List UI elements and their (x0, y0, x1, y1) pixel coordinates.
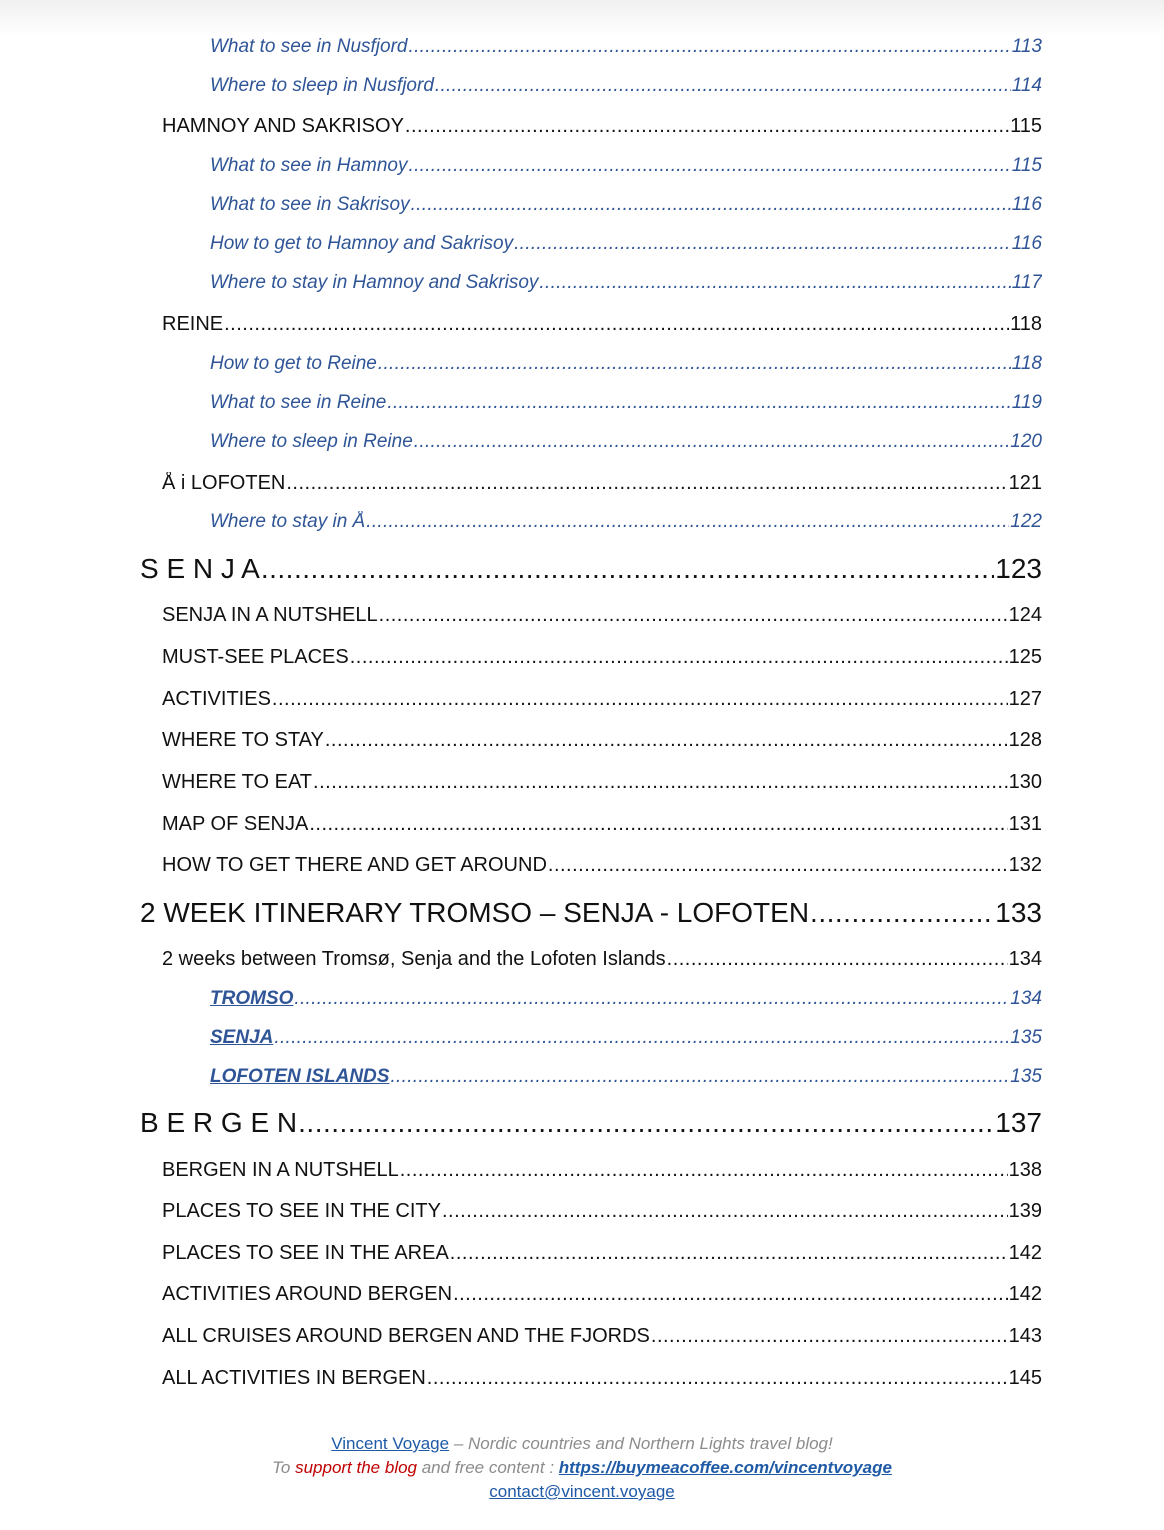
toc-entry-level-3[interactable] (210, 233, 1042, 255)
toc-dot-leader (325, 729, 1008, 752)
toc-entry-title: What to see in Hamnoy (210, 155, 408, 176)
toc-page-number: 142 (1008, 1242, 1042, 1264)
toc-entry-level-3[interactable] (210, 36, 1042, 58)
toc-entry-level-2[interactable] (162, 646, 1042, 669)
toc-dot-leader (313, 771, 1008, 794)
toc-dot-leader (286, 472, 1007, 495)
toc-entry-level-3[interactable] (210, 1066, 1042, 1088)
toc-dot-leader (667, 948, 1008, 971)
toc-entry-title: MAP OF SENJA (162, 813, 309, 835)
toc-entry-level-3[interactable] (210, 353, 1042, 375)
toc-entry-title: BERGEN IN A NUTSHELL (162, 1159, 399, 1181)
toc-entry-title: ALL ACTIVITIES IN BERGEN (162, 1367, 426, 1389)
footer-line-1 (0, 1432, 1164, 1456)
toc-entry-level-3[interactable] (210, 272, 1042, 294)
toc-entry-level-3[interactable] (210, 155, 1042, 177)
toc-dot-leader (294, 988, 1009, 1010)
toc-entry-level-2[interactable] (162, 729, 1042, 752)
toc-entry-title: WHERE TO STAY (162, 729, 324, 751)
toc-entry-level-3[interactable] (210, 194, 1042, 216)
toc-page-number: 117 (1011, 272, 1042, 293)
toc-page-number: 134 (1008, 948, 1042, 970)
toc-dot-leader (411, 194, 1011, 216)
toc-page-number: 135 (1010, 1066, 1042, 1087)
toc-entry-level-1[interactable] (140, 553, 1042, 585)
page-footer (0, 1432, 1164, 1504)
toc-entry-title: SENJA IN A NUTSHELL (162, 604, 378, 626)
toc-entry-title: Where to sleep in Reine (210, 431, 413, 452)
toc-entry-title: How to get to Reine (210, 353, 377, 374)
toc-entry-title: ACTIVITIES (162, 688, 271, 710)
toc-entry-title: TROMSO (210, 988, 294, 1009)
page-top-shadow (0, 0, 1164, 36)
toc-dot-leader (390, 1066, 1009, 1088)
toc-page-number: 142 (1008, 1283, 1042, 1305)
toc-entry-level-3[interactable] (210, 431, 1042, 453)
toc-entry-title: 2 WEEK ITINERARY TROMSO – SENJA - LOFOTEN (140, 897, 810, 928)
toc-entry-level-3[interactable] (210, 511, 1042, 533)
toc-entry-level-3[interactable] (210, 1027, 1042, 1049)
toc-entry-level-2[interactable] (162, 1367, 1042, 1390)
toc-page-number: 132 (1008, 854, 1042, 876)
toc-entry-title: Where to stay in Å (210, 511, 366, 532)
toc-page-number: 131 (1008, 813, 1042, 835)
toc-dot-leader (810, 897, 994, 929)
toc-entry-level-2[interactable] (162, 604, 1042, 627)
toc-entry-title: ALL CRUISES AROUND BERGEN AND THE FJORDS (162, 1325, 650, 1347)
toc-dot-leader (408, 36, 1010, 58)
toc-page-number: 118 (1010, 313, 1042, 335)
toc-dot-leader (274, 1027, 1009, 1049)
toc-page-number: 123 (995, 553, 1042, 584)
toc-entry-title: What to see in Sakrisoy (210, 194, 410, 215)
toc-page-number: 118 (1011, 353, 1042, 374)
toc-dot-leader (350, 646, 1008, 669)
brand-link[interactable]: Vincent Voyage (331, 1434, 450, 1453)
toc-page-number: 116 (1011, 194, 1042, 215)
toc-entry-level-2[interactable] (162, 854, 1042, 877)
toc-entry-title: MUST-SEE PLACES (162, 646, 349, 668)
toc-dot-leader (442, 1200, 1008, 1223)
toc-entry-level-2[interactable] (162, 1159, 1042, 1182)
toc-dot-leader (224, 313, 1009, 336)
coffee-link[interactable]: https://buymeacoffee.com/vincentvoyage (558, 1458, 892, 1477)
toc-dot-leader (405, 115, 1009, 138)
toc-page-number: 138 (1008, 1159, 1042, 1181)
toc-entry-level-1[interactable] (140, 1107, 1042, 1139)
footer-line-2 (0, 1456, 1164, 1480)
toc-entry-level-2[interactable] (162, 948, 1042, 971)
toc-entry-title: HOW TO GET THERE AND GET AROUND (162, 854, 547, 876)
toc-entry-level-2[interactable] (162, 771, 1042, 794)
toc-page-number: 125 (1008, 646, 1042, 668)
toc-entry-title: PLACES TO SEE IN THE CITY (162, 1200, 441, 1222)
toc-dot-leader (387, 392, 1010, 414)
toc-dot-leader (261, 553, 994, 585)
toc-dot-leader (450, 1242, 1008, 1265)
toc-entry-level-3[interactable] (210, 75, 1042, 97)
toc-page-number: 124 (1008, 604, 1042, 626)
toc-page-number: 113 (1011, 36, 1042, 57)
toc-page-number: 139 (1008, 1200, 1042, 1222)
toc-page-number: 120 (1010, 431, 1042, 452)
toc-entry-title: Where to sleep in Nusfjord (210, 75, 434, 96)
toc-entry-level-2[interactable] (162, 688, 1042, 711)
toc-entry-level-2[interactable] (162, 115, 1042, 138)
toc-entry-level-2[interactable] (162, 1325, 1042, 1348)
toc-page-number: 127 (1008, 688, 1042, 710)
toc-dot-leader (408, 155, 1010, 177)
toc-entry-level-2[interactable] (162, 472, 1042, 495)
toc-entry-title: HAMNOY AND SAKRISOY (162, 115, 404, 137)
toc-entry-title: 2 weeks between Tromsø, Senja and the Lofoten Islands (162, 948, 666, 970)
toc-entry-level-3[interactable] (210, 392, 1042, 414)
footer-line-3 (0, 1480, 1164, 1504)
email-link[interactable]: contact@vincent.voyage (489, 1482, 675, 1501)
toc-entry-title: How to get to Hamnoy and Sakrisoy (210, 233, 514, 254)
toc-dot-leader (539, 272, 1010, 294)
toc-entry-title: What to see in Nusfjord (210, 36, 408, 57)
toc-entry-title: B E R G E N (140, 1107, 298, 1138)
toc-page-number: 116 (1011, 233, 1042, 254)
toc-page-number: 130 (1008, 771, 1042, 793)
toc-entry-title: Å i LOFOTEN (162, 472, 286, 494)
toc-page-number: 121 (1008, 472, 1042, 494)
support-text: support the blog (295, 1458, 417, 1477)
toc-entry-title: REINE (162, 313, 224, 335)
toc-dot-leader (309, 813, 1007, 836)
toc-page-number: 134 (1010, 988, 1042, 1009)
toc-entry-title: SENJA (210, 1027, 274, 1048)
toc-page-number: 128 (1008, 729, 1042, 751)
toc-entry-title: PLACES TO SEE IN THE AREA (162, 1242, 449, 1264)
toc-page-number: 137 (995, 1107, 1042, 1138)
toc-entry-title: WHERE TO EAT (162, 771, 313, 793)
toc-dot-leader (651, 1325, 1008, 1348)
toc-page-number: 115 (1011, 155, 1042, 176)
toc-entry-level-2[interactable] (162, 1242, 1042, 1265)
toc-page-number: 145 (1008, 1367, 1042, 1389)
toc-entry-level-2[interactable] (162, 1283, 1042, 1306)
toc-dot-leader (453, 1283, 1008, 1306)
toc-page-number: 135 (1010, 1027, 1042, 1048)
toc-entry-title: ACTIVITIES AROUND BERGEN (162, 1283, 453, 1305)
toc-dot-leader (514, 233, 1011, 255)
toc-page-number: 119 (1011, 392, 1042, 413)
toc-page-number: 114 (1011, 75, 1042, 96)
toc-dot-leader (298, 1107, 994, 1139)
toc-entry-title: S E N J A (140, 553, 260, 584)
footer-to-text: To (272, 1458, 296, 1477)
toc-entry-title: What to see in Reine (210, 392, 387, 413)
toc-dot-leader (366, 511, 1009, 533)
footer-free-text: and free content : (417, 1458, 559, 1477)
toc-entry-level-2[interactable] (162, 1200, 1042, 1223)
toc-dot-leader (435, 75, 1011, 97)
toc-dot-leader (427, 1367, 1008, 1390)
toc-entry-level-1[interactable] (140, 897, 1042, 929)
toc-entry-title: Where to stay in Hamnoy and Sakrisoy (210, 272, 539, 293)
toc-entry-level-3[interactable] (210, 988, 1042, 1010)
toc-dot-leader (548, 854, 1008, 877)
toc-entry-title: LOFOTEN ISLANDS (210, 1066, 390, 1087)
toc-page-number: 122 (1010, 511, 1042, 532)
toc-dot-leader (379, 604, 1008, 627)
toc-dot-leader (272, 688, 1008, 711)
toc-page-number: 143 (1008, 1325, 1042, 1347)
toc-dot-leader (414, 431, 1010, 453)
toc-dot-leader (378, 353, 1011, 375)
toc-entry-level-2[interactable] (162, 813, 1042, 836)
toc-dot-leader (400, 1159, 1008, 1182)
toc-page-number: 133 (995, 897, 1042, 928)
footer-tagline: – Nordic countries and Northern Lights travel blog! (449, 1434, 833, 1453)
toc-page-number: 115 (1010, 115, 1042, 137)
toc-entry-level-2[interactable] (162, 313, 1042, 336)
